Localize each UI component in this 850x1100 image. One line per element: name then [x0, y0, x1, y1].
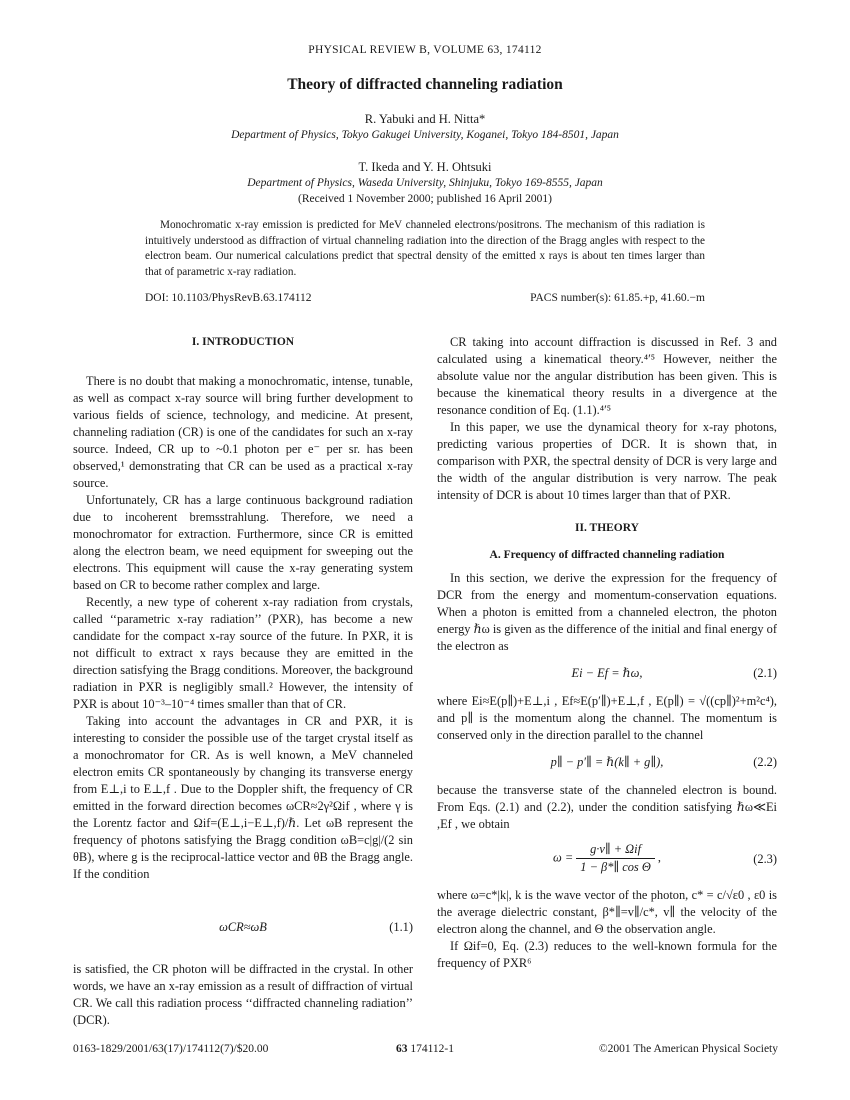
equation-2-2: [437, 754, 777, 776]
equation-2-3-number: (2.3): [753, 852, 777, 866]
intro-paragraph-3: Recently, a new type of coherent x-ray radiation from crystals, called ‘‘parametric x-ray radiation’’ (PXR), has become a new candidate for the compact x-ray source of the future. In PXR, it is not difficult to extract x rays because they are emitted in the direction satisfying the Bragg conditions. Moreover, the background radiation in PXR is negligibly small.² However, the intensity of PXR is about 10⁻³–10⁻⁴ times smaller than that of CR.: [73, 595, 413, 711]
received-dates: (Received 1 November 2000; published 16 April 2001): [298, 193, 552, 205]
subsection-title-frequency: A. Frequency of diffracted channeling radiation: [489, 549, 725, 561]
paper-title: Theory of diffracted channeling radiation: [287, 76, 563, 93]
theory-paragraph-4: where ω=c*|k|, k is the wave vector of the photon, c* = c/√ε0 , ε0 is the average dielectric constant, β*∥=v∥/c*, v∥ the velocity of the electron along the channel, and Θ the observation angle.: [437, 888, 777, 936]
affiliation-1: Department of Physics, Tokyo Gakugei University, Koganei, Tokyo 184-8501, Japan: [231, 129, 619, 141]
equation-2-2-body: p∥ − p′∥ = ℏ(k∥ + g∥),: [550, 755, 664, 769]
equation-2-3: [437, 841, 777, 881]
footer-page-id: 174112-1: [407, 1043, 455, 1055]
intro-paragraph-1: There is no doubt that making a monochromatic, intense, tunable, as well as compact x-ray source will bring further development to various fields of science, technology, and medicine. At present, channeling radiation (CR) is one of the candidates for such an x-ray source. Indeed, CR up to ~0.1 photon per e⁻ per sr. has been observed,¹ demonstrating that CR can be used as a practical x-ray source.: [73, 374, 413, 490]
equation-2-1-number: (2.1): [753, 666, 777, 680]
abstract: Monochromatic x-ray emission is predicted for MeV channeled electrons/positrons. The mechanism of this radiation is intuitively understood as diffraction of virtual channeling radiation into the direction of the Bragg angles with respect to the electron beam. Our numerical calculations predict that spectral density of the emitted x rays is about ten times larger than that of parametric x-ray radiation.: [145, 219, 705, 278]
authors-group-2: T. Ikeda and Y. H. Ohtsuki: [358, 160, 492, 174]
equation-2-2-number: (2.2): [753, 755, 777, 769]
equation-2-3-numerator: g·v∥ + Ωif: [576, 841, 655, 859]
equation-1-1-body: ωCR≈ωB: [219, 920, 267, 934]
equation-1-1-number: (1.1): [389, 920, 413, 934]
right-paragraph-2: In this paper, we use the dynamical theory for x-ray photons, predicting various properties of DCR. It is shown that, in comparison with PXR, the spectral density of DCR is very large and the width of the angular distribution is very narrow. The peak intensity of DCR is about 10 times larger than that of PXR.: [437, 420, 777, 502]
equation-2-3-comma: ,: [657, 850, 662, 865]
journal-header: PHYSICAL REVIEW B, VOLUME 63, 174112: [308, 44, 542, 56]
right-paragraph-1: CR taking into account diffraction is discussed in Ref. 3 and calculated using a kinematical theory.⁴ʹ⁵ However, neither the absolute value nor the angular distribution has been given. This is because the kinematical theory results in a divergence at the resonance condition of Eq. (1.1).⁴ʹ⁵: [437, 335, 777, 417]
section-title-introduction: I. INTRODUCTION: [191, 336, 295, 348]
equation-2-3-fraction: [576, 841, 655, 876]
equation-2-3-denominator: 1 − β*∥ cos Θ: [580, 860, 651, 874]
equation-2-1: [437, 665, 777, 687]
footer-volume: 63: [395, 1043, 408, 1055]
equation-1-1: [73, 919, 413, 941]
theory-paragraph-5: If Ωif=0, Eq. (2.3) reduces to the well-known formula for the frequency of PXR⁶: [437, 939, 777, 970]
section-title-theory: II. THEORY: [575, 522, 639, 534]
theory-paragraph-1: In this section, we derive the expression for the frequency of DCR from the energy and momentum-conservation equations. When a photon is emitted from a channeled electron, the photon energy ℏω is given as the difference of the initial and final energy of the electron as: [437, 571, 777, 653]
equation-2-3-lhs: ω =: [552, 850, 574, 865]
doi-link[interactable]: DOI: 10.1103/PhysRevB.63.174112: [145, 292, 312, 304]
affiliation-2: Department of Physics, Waseda University, Shinjuku, Tokyo 169-8555, Japan: [247, 177, 603, 189]
footer-publisher: ©2001 The American Physical Society: [598, 1043, 778, 1055]
footer-copyright-code: 0163-1829/2001/63(17)/174112(7)/$20.00: [73, 1043, 269, 1055]
authors-group-1: R. Yabuki and H. Nitta*: [364, 112, 486, 126]
left-column: [73, 334, 413, 1029]
intro-paragraph-5: is satisfied, the CR photon will be diffracted in the crystal. In other words, we have an x-ray emission as a result of diffraction of virtual CR. We call this radiation process ‘‘diffracted channeling radiation’’ (DCR).: [73, 962, 413, 1027]
theory-paragraph-2: where Ei≈E(p∥)+E⊥,i , Ef≈E(p′∥)+E⊥,f , E(p∥) = √((cp∥)²+m²c⁴), and p∥ is the momentum along the channel. The momentum is conserved only in the direction parallel to the channel: [437, 694, 777, 742]
pacs-numbers: PACS number(s): 61.85.+p, 41.60.−m: [530, 292, 705, 304]
right-column: [437, 334, 777, 972]
equation-2-1-body: Ei − Ef = ℏω,: [571, 666, 643, 680]
intro-paragraph-4: Taking into account the advantages in CR and PXR, it is interesting to consider the possible use of the target crystal itself as a monochromator for CR. As is well known, a MeV channeled electron emits CR spontaneously by changing its transverse energy from E⊥,i to E⊥,f . Due to the Doppler shift, the frequency of CR emitted in the forward direction becomes ωCR≈2γ²Ωif , where γ is the Lorentz factor and Ωif=(E⊥,i−E⊥,f)/ℏ. Let ωB represent the frequency of photons satisfying the Bragg condition ωB=c|g|/(2 sin θB), where g is the reciprocal-lattice vector and θB the Bragg angle. If the condition: [73, 714, 413, 881]
theory-paragraph-3: because the transverse state of the channeled electron is bound. From Eqs. (2.1) and (2.2), under the condition satisfying ℏω≪Ei ,Ef , we obtain: [437, 783, 777, 831]
intro-paragraph-2: Unfortunately, CR has a large continuous background radiation due to incoherent bremsstrahlung. Therefore, we need a monochromator for extraction. Furthermore, since CR is emitted along the electron beam, we need equipment for sweeping out the electrons. This equipment will cause the x-ray generating system based on CR to become rather complex and large.: [73, 493, 413, 592]
